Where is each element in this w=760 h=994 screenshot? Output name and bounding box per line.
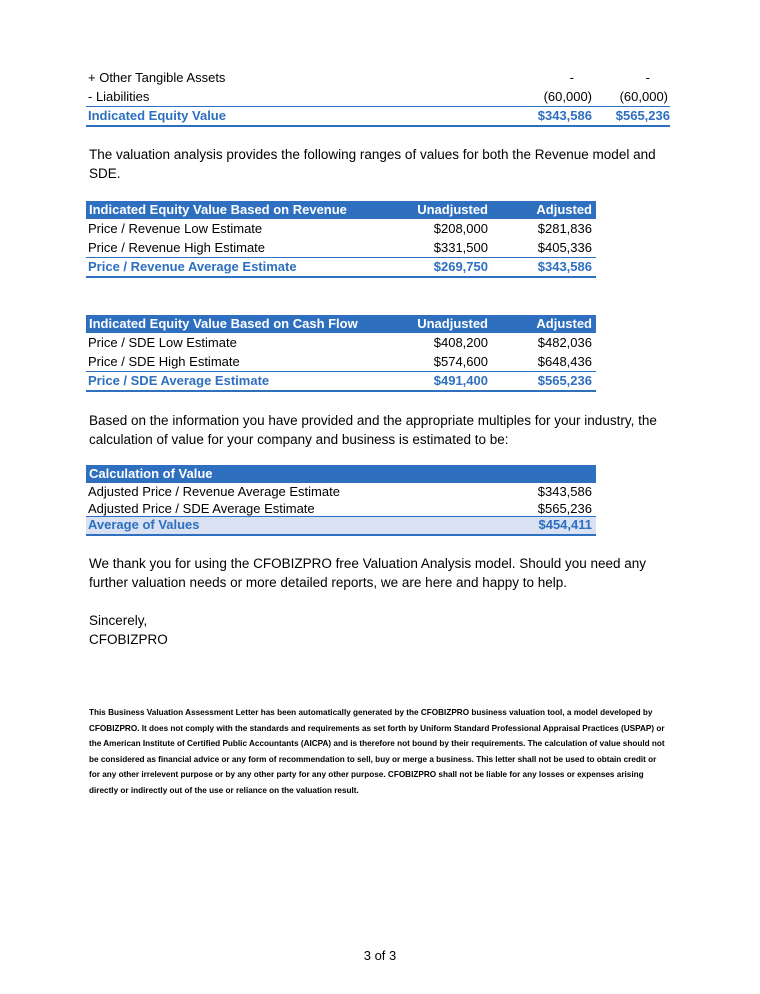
table-cell: $405,336 [537,240,592,255]
table-total-value: $491,400 [433,373,488,388]
table-cell: $343,586 [537,484,592,499]
table-row-label: - Liabilities [88,89,150,104]
table-total-label: Price / SDE Average Estimate [88,373,270,388]
table-row-label: + Other Tangible Assets [88,70,226,85]
table-header-col: Adjusted [536,202,592,217]
table-cell: $565,236 [537,501,592,516]
divider [86,534,596,536]
table-cell: $648,436 [537,354,592,369]
table-total-value: $343,586 [537,108,592,123]
closing: Sincerely, [89,613,148,628]
thanks-paragraph: We thank you for using the CFOBIZPRO free Valuation Analysis model. Should you need any further valuation needs or more detailed reports, we are here and happy to help. [89,556,647,590]
table-cell: $408,200 [433,335,488,350]
table-cell: $208,000 [433,221,488,236]
signature: CFOBIZPRO [89,632,168,647]
estimate-paragraph: Based on the information you have provided and the appropriate multiples for your industry, the calculation of value for your company and business is estimated to be: [89,413,657,447]
table-cell: (60,000) [543,89,592,104]
table-cell: $482,036 [537,335,592,350]
table-cell: - [569,70,574,85]
table-cell: $331,500 [433,240,488,255]
page-number: 3 of 3 [363,948,397,963]
table-cell: $281,836 [537,221,592,236]
divider [86,276,596,278]
table-total-value: $343,586 [537,259,592,274]
table-total-label: Price / Revenue Average Estimate [88,259,297,274]
table-header-col: Unadjusted [417,316,488,331]
table-total-label: Average of Values [88,517,200,532]
divider [86,125,670,127]
table-total-value: $269,750 [433,259,488,274]
table-header-col: Unadjusted [417,202,488,217]
table-total-label: Indicated Equity Value [88,108,226,123]
table-cell: $574,600 [433,354,488,369]
divider [86,390,596,392]
table-header-col: Adjusted [536,316,592,331]
table-total-value: $565,236 [615,108,670,123]
table-row-label: Price / SDE Low Estimate [88,335,237,350]
table-cell: - [645,70,650,85]
table-header [86,465,596,483]
table-cell: (60,000) [619,89,668,104]
table-header-label: Calculation of Value [89,466,213,481]
table-row-label: Price / Revenue Low Estimate [88,221,263,236]
intro-paragraph: The valuation analysis provides the following ranges of values for both the Revenue model and SDE. [89,147,656,181]
table-row-label: Price / Revenue High Estimate [88,240,266,255]
table-total-value: $454,411 [538,517,592,532]
table-header-label: Indicated Equity Value Based on Cash Flow [89,316,358,331]
disclaimer: This Business Valuation Assessment Letter has been automatically generated by the CFOBIZPRO business valuation tool, a model developed by CFOBIZPRO. It does not comply with the standards and requirements as set forth by Uniform Standard Professional Appraisal Practices (USPAP) or the American Institute of Certified Public Accountants (AICPA) and is therefore not bound by their requirements. The calculation of value should not be considered as financial advice or any form of recommendation to sell, buy or merge a business. This letter shall not be used to obtain credit or for any other irrelevent purpose or by any other party for any other purpose. CFOBIZPRO shall not be liable for any losses or expenses arising directly or indirectly out of the use or reliance on the valuation result. [89,708,665,795]
table-header-label: Indicated Equity Value Based on Revenue [89,202,347,217]
table-row-label: Adjusted Price / Revenue Average Estimate [88,484,340,499]
table-row-label: Price / SDE High Estimate [88,354,240,369]
table-header [86,315,596,333]
table-total-value: $565,236 [537,373,592,388]
table-row-label: Adjusted Price / SDE Average Estimate [88,501,315,516]
table-header [86,201,596,219]
